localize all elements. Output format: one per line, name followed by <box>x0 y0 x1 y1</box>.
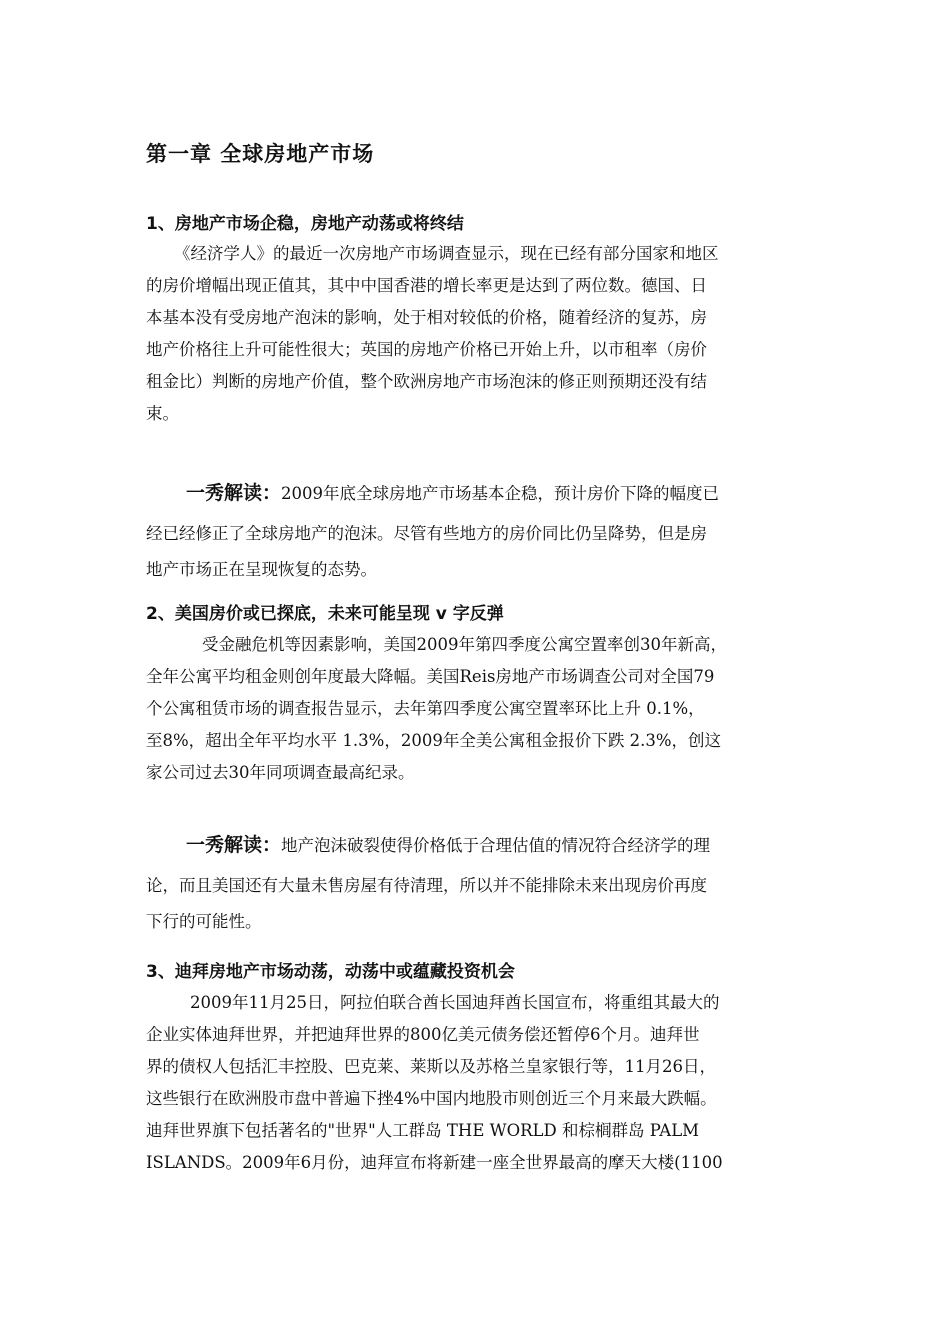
paragraph-line: 2009年11月25日，阿拉伯联合酋长国迪拜酋长国宣布，将重组其最大的 <box>190 993 720 1012</box>
paragraph-line: 全年公寓平均租金则创年度最大降幅。美国Reis房地产市场调查公司对全国79 <box>146 667 715 686</box>
section-3-paragraph <box>146 987 806 1179</box>
section-1-note <box>146 470 806 588</box>
paragraph-line: 的房价增幅出现正值其，其中中国香港的增长率更是达到了两位数。德国、日 <box>146 276 707 295</box>
section-3-heading: 3、迪拜房地产市场动荡，动荡中或蕴藏投资机会 <box>146 962 515 982</box>
paragraph-line: 租金比）判断的房地产价值，整个欧洲房地产市场泡沫的修正则预期还没有结 <box>146 372 707 391</box>
note-line: 下行的可能性。 <box>146 912 262 931</box>
section-2-paragraph <box>146 629 806 789</box>
paragraph-line: 个公寓租赁市场的调查报告显示，去年第四季度公寓空置率环比上升 0.1%， <box>146 699 705 718</box>
note-line: 经已经修正了全球房地产的泡沫。尽管有些地方的房价同比仍呈降势，但是房 <box>146 524 707 543</box>
paragraph-line: 这些银行在欧洲股市盘中普遍下挫4%中国内地股市则创近三个月来最大跌幅。 <box>146 1089 717 1108</box>
paragraph-line: 至8%，超出全年平均水平 1.3%，2009年全美公寓租金报价下跌 2.3%，创这 <box>146 731 721 750</box>
chapter-title: 第一章 全球房地产市场 <box>146 142 375 166</box>
paragraph-line: 界的债权人包括汇丰控股、巴克莱、莱斯以及苏格兰皇家银行等，11月26日， <box>146 1057 716 1076</box>
paragraph-line: ISLANDS。2009年6月份，迪拜宣布将新建一座全世界最高的摩天大楼(1100 <box>146 1153 723 1172</box>
note-label: 一秀解读： <box>186 482 282 504</box>
note-line: 地产泡沫破裂使得价格低于合理估值的情况符合经济学的理 <box>281 836 711 855</box>
note-label: 一秀解读： <box>186 834 282 856</box>
paragraph-line: 受金融危机等因素影响，美国2009年第四季度公寓空置率创30年新高， <box>202 635 727 654</box>
section-2-note <box>146 822 806 940</box>
paragraph-line: 企业实体迪拜世界，并把迪拜世界的800亿美元债务偿还暂停6个月。迪拜世 <box>146 1025 700 1044</box>
paragraph-line: 家公司过去30年同项调查最高纪录。 <box>146 763 415 782</box>
section-1-heading: 1、房地产市场企稳，房地产动荡或将终结 <box>146 214 464 234</box>
section-2-heading: 2、美国房价或已探底，未来可能呈现 v 字反弹 <box>146 604 504 624</box>
section-1-paragraph <box>146 238 806 430</box>
note-line: 地产市场正在呈现恢复的态势。 <box>146 560 377 579</box>
paragraph-line: 迪拜世界旗下包括著名的"世界"人工群岛 THE WORLD 和棕榈群岛 PALM <box>146 1121 700 1140</box>
note-line: 论，而且美国还有大量未售房屋有待清理，所以并不能排除未来出现房价再度 <box>146 876 707 895</box>
paragraph-line: 地产价格往上升可能性很大；英国的房地产价格已开始上升，以市租率（房价 <box>146 340 707 359</box>
paragraph-line: 束。 <box>146 404 179 423</box>
note-line: 2009年底全球房地产市场基本企稳，预计房价下降的幅度已 <box>281 484 720 503</box>
paragraph-line: 本基本没有受房地产泡沫的影响，处于相对较低的价格，随着经济的复苏，房 <box>146 308 707 327</box>
paragraph-line: 《经济学人》的最近一次房地产市场调查显示，现在已经有部分国家和地区 <box>174 244 719 263</box>
